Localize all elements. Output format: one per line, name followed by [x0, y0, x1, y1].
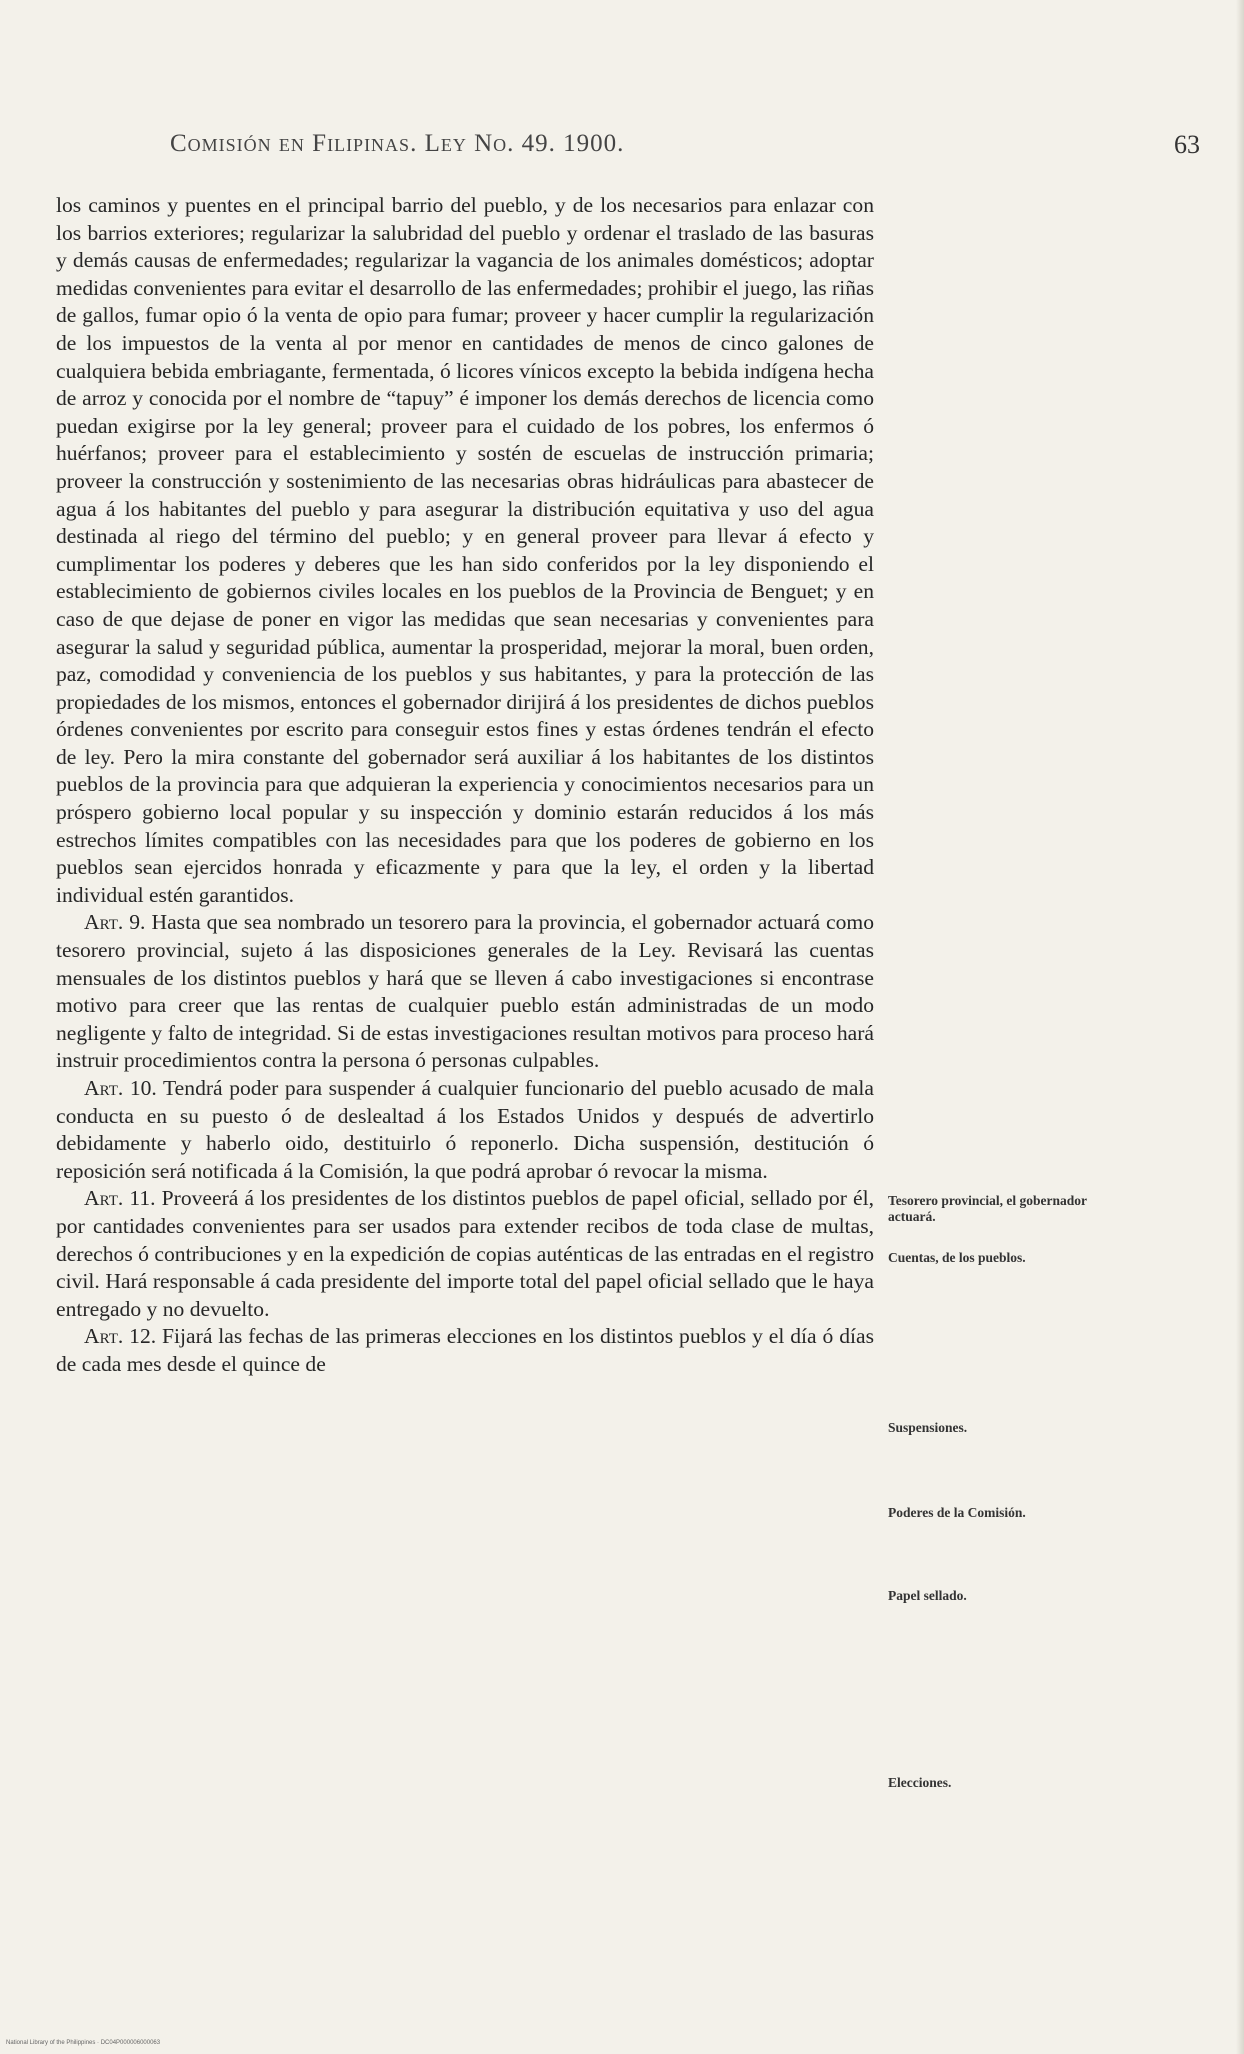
article-12 [56, 1323, 874, 1378]
scan-footer: National Library of the Philippines · DC04P000006000063 [6, 2040, 161, 2046]
body-text [56, 192, 874, 1379]
page-number: 63 [1174, 130, 1200, 159]
paragraph-text: Proveerá á los presidentes de los distintos pueblos de papel oficial, sellado por él, por cantidades convenientes para ser usados para extender recibos de toda clase de multas, derechos ó contribuciones y en la expedición de copias auténticas de las entradas en el registro civil. Hará responsable á cada presidente del importe total del papel oficial sellado que le haya entregado y no devuelto. [56, 1186, 874, 1321]
paragraph-text: Fijará las fechas de las primeras elecciones en los distintos pueblos y el día ó días de cada mes desde el quince de [56, 1324, 874, 1376]
margin-note-cuentas: Cuentas, de los pueblos. [888, 1250, 1026, 1265]
margin-note-suspensiones: Suspensiones. [888, 1420, 968, 1435]
margin-note-papel-sellado: Papel sellado. [888, 1588, 967, 1603]
article-label: Art. 11. [84, 1186, 156, 1211]
article-label: Art. 12. [84, 1324, 157, 1349]
page-edge-shadow [1236, 0, 1244, 2054]
article-10 [56, 1075, 874, 1185]
article-11 [56, 1185, 874, 1323]
margin-note-poderes: Poderes de la Comisión. [888, 1505, 1026, 1520]
margin-note-elecciones: Elecciones. [888, 1775, 952, 1790]
margin-note-tesorero: Tesorero provincial, el gobernador actuará. [888, 1193, 1087, 1224]
paragraph-text: Tendrá poder para suspender á cualquier funcionario del pueblo acusado de mala conducta en su puesto ó de deslealtad á los Estados Unidos y después de advertirlo debidamente y haberlo oido, destituirlo ó reponerlo. Dicha suspensión, destitución ó reposición será notificada á la Comisión, la que podrá aprobar ó revocar la misma. [56, 1076, 874, 1183]
paragraph-continuation [56, 192, 874, 909]
article-9 [56, 909, 874, 1075]
article-label: Art. 9. [84, 910, 146, 935]
running-head: Comisión en Filipinas. Ley No. 49. 1900. [170, 130, 625, 157]
paragraph-text: Hasta que sea nombrado un tesorero para la provincia, el gobernador actuará como tesorero provincial, sujeto á las disposiciones generales de la Ley. Revisará las cuentas mensuales de los distintos pueblos y hará que se lleven á cabo investigaciones si encontrase motivo para creer que las rentas de cualquier pueblo están administradas de un modo negligente y falto de integridad. Si de estas investigaciones resultan motivos para proceso hará instruir procedimientos contra la persona ó personas culpables. [56, 910, 875, 1073]
paragraph-text: los caminos y puentes en el principal barrio del pueblo, y de los necesarios para enlazar con los barrios exteriores; regularizar la salubridad del pueblo y ordenar el traslado de las basuras y demás causas de enfermedades; regularizar la vagancia de los animales domésticos; adoptar medidas convenientes para evitar el desarrollo de las enfermedades; prohibir el juego, las riñas de gallos, fumar opio ó la venta de opio para fumar; proveer y hacer cumplir la regularización de los impuestos de la venta al por menor en cantidades de menos de cinco galones de cualquiera bebida embriagante, fermentada, ó licores vínicos excepto la bebida indígena hecha de arroz y conocida por el nombre de “tapuy” é imponer los demás derechos de licencia como puedan exigirse por la ley general; proveer para el cuidado de los pobres, los enfermos ó huérfanos; proveer para el establecimiento y sostén de escuelas de instrucción primaria; proveer la construcción y sostenimiento de las necesarias obras hidráulicas para abastecer de agua á los habitantes del pueblo y para asegurar la distribución equitativa y uso del agua destinada al riego del término del pueblo; y en general proveer para llevar á efecto y cumplimentar los poderes y deberes que les han sido conferidos por la ley disponiendo el establecimiento de gobiernos civiles locales en los pueblos de la Provincia de Benguet; y en caso de que dejase de poner en vigor las medidas que sean necesarias y convenientes para asegurar la salud y seguridad pública, aumentar la prosperidad, mejorar la moral, buen orden, paz, comodidad y conveniencia de los pueblos y sus habitantes, y para la protección de las propiedades de los mismos, entonces el gobernador dirijirá á los presidentes de dichos pueblos órdenes convenientes por escrito para conseguir estos fines y estas órdenes tendrán el efecto de ley. Pero la mira constante del gobernador será auxiliar á los habitantes de los distintos pueblos de la provincia para que adquieran la experiencia y conocimientos necesarios para un próspero gobierno local popular y su inspección y dominio estarán reducidos á los más estrechos límites compatibles con las necesidades para que los poderes de gobierno en los pueblos sean ejercidos honrada y eficazmente y para que la ley, el orden y la libertad individual estén garantidos. [56, 193, 874, 907]
article-label: Art. 10. [84, 1076, 157, 1100]
page-header [170, 130, 1200, 170]
